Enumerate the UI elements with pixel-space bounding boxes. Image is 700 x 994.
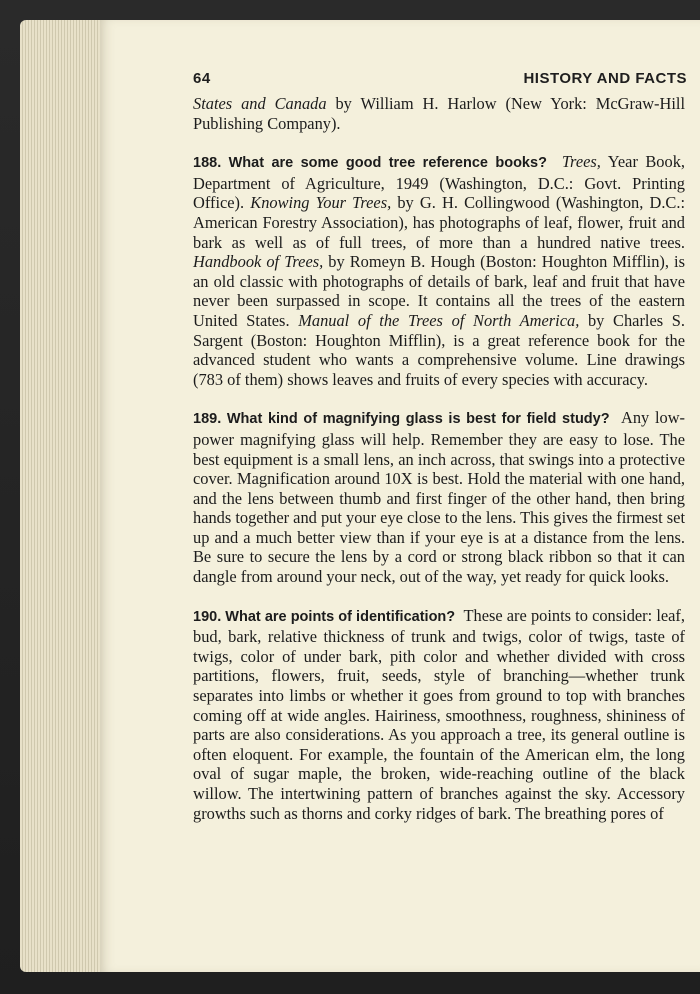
question-188 <box>193 152 685 389</box>
book-title-manual-of-trees: Manual of the Trees of North America, <box>298 310 580 330</box>
answer-188-part1: Year Book, Department of Agriculture, 1949 (Washington, D.C.: Govt. Printing Office). <box>193 152 685 213</box>
question-190-label: 190. What are points of identification? <box>193 608 456 625</box>
page-header <box>193 70 687 92</box>
answer-188-part3: by Romeyn B. Hough (Boston: Houghton Mifflin), is an old classic with photographs of details of bark, leaf and fruit that have never been surpassed in scope. It contains all the trees of the eastern United States. <box>193 252 685 330</box>
question-189 <box>193 408 685 586</box>
book-page-edges <box>20 20 105 972</box>
book-title-knowing-your-trees: Knowing Your Trees, <box>250 193 392 213</box>
intro-text: by William H. Harlow (New York: McGraw-Hill Publishing Company). <box>193 94 686 133</box>
question-188-label: 188. What are some good tree reference books? <box>193 155 547 172</box>
answer-189: Any low-power magnifying glass will help. Remember they are easy to lose. The best equipment is a small lens, an inch across, that swings into a protective cover. Magnification around 10X is best. Hold the material with one hand, and the lens between thumb and first finger of the other hand, then bring hands together and put your eye close to the lens. This gives the firmest set up and a much better view than if your eye is at a distance from the lens. Be sure to secure the lens by a cord or strong black ribbon so that it can dangle from around your neck, out of the way, yet ready for quick looks. <box>193 408 686 587</box>
answer-190: These are points to consider: leaf, bud, bark, relative thickness of trunk and twigs, color of twigs, taste of twigs, color of under bark, pith color and whether divided with cross partitions, flowers, fruit, seeds, style of branching—whether trunk separates into limbs or whether it goes from ground to top with branches coming off at wide angles. Hairiness, smoothness, roughness, shininess of parts are also considerations. As you approach a tree, its general outline is often eloquent. For example, the fountain of the American elm, the long oval of sugar maple, the broken, wide-reaching outline of the black willow. The intertwining pattern of branches against the sky. Accessory growths such as thorns and corky ridges of bark. The breathing pores of <box>193 605 685 823</box>
book-title-handbook-of-trees: Handbook of Trees, <box>193 252 324 272</box>
answer-188-part2: by G. H. Collingwood (Washington, D.C.: American Forestry Association), has photographs of leaf, flower, fruit and bark as well as of full trees, of more than a hundred native trees. <box>193 193 685 252</box>
book-page <box>100 20 700 972</box>
intro-book-title: States and Canada <box>193 94 327 113</box>
answer-188-part4: by Charles S. Sargent (Boston: Houghton Mifflin), is a great reference book for the advanced student who wants a comprehensive volume. Line drawings (783 of them) shows leaves and fruits of every species with accuracy. <box>193 310 686 389</box>
intro-paragraph <box>193 94 685 133</box>
question-189-label: 189. What kind of magnifying glass is best for field study? <box>193 411 610 428</box>
running-title: HISTORY AND FACTS <box>523 70 687 87</box>
book-title-trees: Trees, <box>561 152 601 172</box>
question-190 <box>193 606 685 824</box>
page-body <box>193 94 685 823</box>
page-number: 64 <box>193 70 211 87</box>
